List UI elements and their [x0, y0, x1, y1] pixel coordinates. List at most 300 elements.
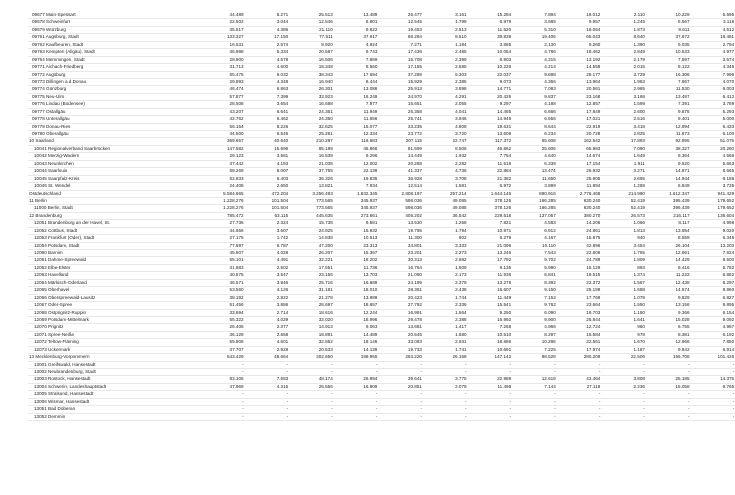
value-cell: 369.657	[200, 138, 245, 145]
value-cell: 7.583	[245, 376, 290, 383]
value-cell: 11.449	[468, 294, 513, 301]
value-cell: -	[557, 391, 602, 398]
table-row	[28, 64, 735, 71]
value-cell: 3.808	[601, 376, 646, 383]
value-cell: 34.970	[378, 93, 423, 100]
value-cell: -	[468, 391, 513, 398]
value-cell: 133.327	[200, 34, 245, 41]
value-cell: 18.146	[334, 339, 379, 346]
region-name-cell: 10042 Merzig-Wadern	[28, 153, 200, 160]
value-cell: 15.738	[289, 220, 334, 227]
value-cell: 13.246	[468, 250, 513, 257]
value-cell: -	[334, 413, 379, 420]
value-cell: 22.372	[557, 279, 602, 286]
value-cell: -	[200, 398, 245, 405]
value-cell: 26.573	[601, 212, 646, 219]
value-cell: 1.609	[423, 264, 468, 271]
value-cell: 4.736	[423, 168, 468, 175]
value-cell: 4.977	[691, 49, 735, 56]
value-cell: 598.036	[378, 205, 423, 212]
value-cell: 10.229	[646, 12, 691, 19]
value-cell: 20.851	[378, 383, 423, 390]
region-name-cell: 09776 Lindau (Bodensee)	[28, 101, 200, 108]
value-cell: 9.822	[334, 26, 379, 33]
value-cell: -	[200, 406, 245, 413]
value-cell: 10.513	[334, 235, 379, 242]
value-cell: 3.654	[245, 101, 290, 108]
region-name-cell: 09764 Memmingen, Stadt	[28, 56, 200, 63]
value-cell: 17.150	[245, 34, 290, 41]
value-cell: 53.560	[200, 287, 245, 294]
value-cell: 3.729	[601, 71, 646, 78]
value-cell: 7.399	[245, 93, 290, 100]
value-cell: 6.972	[468, 183, 513, 190]
value-cell: 35.898	[200, 49, 245, 56]
value-cell: 7.889	[334, 56, 379, 63]
value-cell: 21.110	[289, 26, 334, 33]
value-cell: 20.423	[378, 294, 423, 301]
region-name-cell: 11000 Berlin, Stadt	[28, 205, 200, 212]
value-cell: 26.301	[289, 86, 334, 93]
value-cell: 38.327	[646, 145, 691, 152]
value-cell: 31.713	[200, 64, 245, 71]
value-cell: 19.795	[378, 227, 423, 234]
value-cell: 23.772	[378, 131, 423, 138]
value-cell: 13.474	[512, 168, 557, 175]
value-cell: 472.204	[245, 190, 290, 197]
value-cell: 4.640	[512, 153, 557, 160]
table-row	[28, 116, 735, 123]
value-cell: 16.531	[200, 41, 245, 48]
value-cell: 27.736	[200, 220, 245, 227]
value-cell: -	[423, 413, 468, 420]
value-cell: 802	[423, 235, 468, 242]
table-row	[28, 190, 735, 197]
value-cell: 8.665	[691, 168, 735, 175]
value-cell: 8.640	[601, 34, 646, 41]
value-cell: 13.530	[378, 220, 423, 227]
value-cell: 1.258	[423, 220, 468, 227]
value-cell: 26.207	[289, 250, 334, 257]
value-cell: -	[512, 369, 557, 376]
value-cell: 14.574	[646, 287, 691, 294]
value-cell: 1.245	[601, 19, 646, 26]
value-cell: 3.168	[601, 93, 646, 100]
value-cell: 28.177	[557, 71, 602, 78]
value-cell: 25.358	[378, 108, 423, 115]
value-cell: 20.561	[557, 86, 602, 93]
value-cell: 63.115	[245, 212, 290, 219]
value-cell: 8.117	[646, 220, 691, 227]
value-cell: 2.385	[423, 78, 468, 85]
value-cell: 7.934	[334, 183, 379, 190]
value-cell: 7.258	[468, 324, 513, 331]
value-cell: -	[378, 391, 423, 398]
value-cell: 1.963	[601, 78, 646, 85]
value-cell: 6.403	[245, 175, 290, 182]
value-cell: 2.965	[601, 86, 646, 93]
table-row	[28, 220, 735, 227]
value-cell: 7.144	[512, 383, 557, 390]
value-cell: 280.209	[557, 354, 602, 361]
value-cell: 5.595	[691, 12, 735, 19]
value-cell: 20.545	[378, 331, 423, 338]
value-cell: 38.192	[200, 294, 245, 301]
value-cell: 3.418	[601, 123, 646, 130]
value-cell: 1.744	[423, 294, 468, 301]
value-cell: 9.073	[468, 78, 513, 85]
table-body	[28, 12, 735, 421]
value-cell: 44.656	[200, 227, 245, 234]
table-row	[28, 78, 735, 85]
value-cell: 77.697	[200, 242, 245, 249]
value-cell: 55.806	[200, 339, 245, 346]
table-row	[28, 71, 735, 78]
value-cell: 263.220	[378, 354, 423, 361]
value-cell: 179.652	[691, 197, 735, 204]
value-cell: 7.996	[691, 71, 735, 78]
value-cell: 5.663	[691, 160, 735, 167]
region-name-cell: 09763 Kempten (Allgäu), Stadt	[28, 49, 200, 56]
value-cell: 21.278	[289, 294, 334, 301]
value-cell: 10.510	[468, 331, 513, 338]
value-cell: -	[334, 398, 379, 405]
value-cell: 12.514	[378, 183, 423, 190]
value-cell: 1.184	[423, 41, 468, 48]
value-cell: 20.533	[289, 346, 334, 353]
value-cell: 20.426	[468, 93, 513, 100]
value-cell: 3.044	[245, 19, 290, 26]
value-cell: 13.821	[289, 183, 334, 190]
value-cell: 9.957	[557, 19, 602, 26]
value-cell: 22.606	[557, 250, 602, 257]
value-cell: 16.688	[289, 101, 334, 108]
value-cell: 36.542	[423, 212, 468, 219]
value-cell: 92.895	[646, 138, 691, 145]
value-cell: -	[468, 398, 513, 405]
region-name-cell: 12064 Märkisch-Oderland	[28, 279, 200, 286]
value-cell: -	[601, 391, 646, 398]
value-cell: 2.110	[601, 12, 646, 19]
value-cell: 395.439	[646, 197, 691, 204]
value-cell: 13.156	[646, 302, 691, 309]
value-cell: 378.126	[468, 205, 513, 212]
value-cell: 29.893	[200, 78, 245, 85]
value-cell: 9.702	[512, 257, 557, 264]
value-cell: 6.339	[512, 160, 557, 167]
value-cell: 14.674	[557, 153, 602, 160]
value-cell: -	[378, 398, 423, 405]
value-cell: 2.173	[423, 272, 468, 279]
table-row	[28, 250, 735, 257]
value-cell: 16.249	[334, 93, 379, 100]
value-cell: 3.735	[691, 183, 735, 190]
value-cell: 9.297	[468, 101, 513, 108]
value-cell: 890.916	[512, 190, 557, 197]
value-cell: 1.799	[423, 19, 468, 26]
value-cell: 5.782	[691, 264, 735, 271]
region-name-cell: 10043 Neunkirchen	[28, 160, 200, 167]
value-cell: 6.914	[691, 346, 735, 353]
value-cell: 9.581	[334, 220, 379, 227]
value-cell: 2.794	[691, 41, 735, 48]
region-name-cell: 09780 Oberallgäu	[28, 131, 200, 138]
value-cell: 3.946	[245, 279, 290, 286]
table-row	[28, 49, 735, 56]
value-cell: 24.361	[289, 108, 334, 115]
value-cell: 785.472	[200, 212, 245, 219]
value-cell: 9.762	[512, 302, 557, 309]
value-cell: 4.600	[245, 64, 290, 71]
value-cell: -	[646, 406, 691, 413]
value-cell: 19.515	[557, 272, 602, 279]
table-row	[28, 175, 735, 182]
value-cell: 27.175	[200, 235, 245, 242]
value-cell: 19.406	[512, 34, 557, 41]
value-cell: 2.574	[245, 41, 290, 48]
table-row	[28, 123, 735, 130]
value-cell: 12.857	[557, 101, 602, 108]
value-cell: 101.426	[691, 354, 735, 361]
region-name-cell: 12051 Brandenburg an der Havel, St.	[28, 220, 200, 227]
value-cell: 33.694	[200, 309, 245, 316]
value-cell: -	[512, 413, 557, 420]
value-cell: 12.545	[378, 19, 423, 26]
value-cell: 57.877	[200, 93, 245, 100]
value-cell: 22.139	[334, 168, 379, 175]
value-cell: 229.518	[468, 212, 513, 219]
value-cell: 13.489	[334, 12, 379, 19]
value-cell: 4.126	[245, 287, 290, 294]
value-cell: 16.764	[378, 264, 423, 271]
region-name-cell: 09772 Augsburg	[28, 71, 200, 78]
value-cell: 65.475	[200, 71, 245, 78]
value-cell: 8.226	[245, 123, 290, 130]
table-row	[28, 56, 735, 63]
value-cell: 7.867	[646, 78, 691, 85]
value-cell: 17.974	[557, 346, 602, 353]
value-cell: -	[378, 361, 423, 368]
table-row	[28, 168, 735, 175]
value-cell: 33.235	[378, 123, 423, 130]
value-cell: -	[646, 391, 691, 398]
region-name-cell: 09771 Aichach-Friedberg	[28, 64, 200, 71]
region-name-cell: 09678 Schweinfurt	[28, 19, 200, 26]
value-cell: 11.650	[512, 175, 557, 182]
value-cell: 6.666	[512, 108, 557, 115]
value-cell: -	[691, 413, 735, 420]
value-cell: 378.126	[468, 197, 513, 204]
value-cell: 14.949	[468, 116, 513, 123]
value-cell: 630.240	[557, 205, 602, 212]
value-cell: 6.433	[691, 123, 735, 130]
value-cell: 11.894	[557, 183, 602, 190]
value-cell: 3.607	[245, 227, 290, 234]
value-cell: 15.077	[334, 123, 379, 130]
value-cell: 137.057	[512, 212, 557, 219]
value-cell: 6.003	[691, 86, 735, 93]
value-cell: 24.408	[200, 183, 245, 190]
value-cell: 21.096	[468, 242, 513, 249]
region-name-cell: 12065 Oberhavel	[28, 287, 200, 294]
value-cell: 116.683	[334, 138, 379, 145]
value-cell: -	[557, 398, 602, 405]
value-cell: 9.260	[557, 41, 602, 48]
value-cell: 37.707	[200, 346, 245, 353]
value-cell: 15.541	[468, 302, 513, 309]
table-row	[28, 101, 735, 108]
value-cell: 44.500	[200, 131, 245, 138]
value-cell: 6.849	[646, 183, 691, 190]
value-cell: 1.742	[245, 235, 290, 242]
value-cell: 25.844	[557, 316, 602, 323]
value-cell: 147.582	[200, 145, 245, 152]
value-cell: 6.154	[691, 309, 735, 316]
table-row	[28, 383, 735, 390]
value-cell: 55.101	[200, 257, 245, 264]
value-cell: 36.326	[289, 175, 334, 182]
value-cell: 1.649	[601, 153, 646, 160]
value-cell: 9.296	[334, 153, 379, 160]
value-cell: 15.708	[378, 56, 423, 63]
value-cell: 1.150	[601, 309, 646, 316]
value-cell: 14.944	[646, 175, 691, 182]
value-cell: 13.703	[334, 272, 379, 279]
value-cell: 2.388	[423, 316, 468, 323]
value-cell: 33.083	[378, 339, 423, 346]
table-row	[28, 138, 735, 145]
value-cell: -	[601, 361, 646, 368]
value-cell: 6.787	[245, 242, 290, 249]
value-cell: 9.092	[691, 316, 735, 323]
value-cell: -	[289, 413, 334, 420]
value-cell: 4.924	[334, 41, 379, 48]
value-cell: 2.776.468	[557, 190, 602, 197]
value-cell: 5.303	[423, 71, 468, 78]
value-cell: 7.597	[646, 56, 691, 63]
value-cell: -	[557, 406, 602, 413]
table-row	[28, 398, 735, 405]
value-cell: 26.158	[423, 354, 468, 361]
region-name-cell: 13004 Schwerin, Landeshauptstadt	[28, 383, 200, 390]
data-table	[28, 12, 735, 421]
value-cell: -	[601, 406, 646, 413]
region-name-cell: 09677 Main-Spessart	[28, 12, 200, 19]
table-row	[28, 19, 735, 26]
value-cell: 11.222	[646, 272, 691, 279]
value-cell: 17.551	[289, 264, 334, 271]
value-cell: 28.361	[378, 287, 423, 294]
table-row	[28, 346, 735, 353]
value-cell: 6.801	[334, 19, 379, 26]
value-cell: 5.334	[245, 49, 290, 56]
region-name-cell: 13005 Stralsund, Hansestadt	[28, 391, 200, 398]
value-cell: -	[468, 369, 513, 376]
region-name-cell: 09774 Günzburg	[28, 86, 200, 93]
value-cell: 8.895	[691, 302, 735, 309]
region-name-cell: 09773 Dillingen a.d.Donau	[28, 78, 200, 85]
value-cell: 17.792	[468, 257, 513, 264]
value-cell: 41.337	[378, 168, 423, 175]
value-cell: 8.444	[334, 78, 379, 85]
value-cell: -	[289, 369, 334, 376]
region-name-cell: 12070 Prignitz	[28, 324, 200, 331]
table-row	[28, 406, 735, 413]
value-cell: 6.979	[468, 19, 513, 26]
value-cell: 16.940	[289, 78, 334, 85]
value-cell: 1.755	[601, 250, 646, 257]
value-cell: 13.278	[468, 279, 513, 286]
value-cell: 10.533	[646, 49, 691, 56]
value-cell: 26.556	[289, 383, 334, 390]
region-name-cell: 13002 Neubrandenburg, Stadt	[28, 369, 200, 376]
value-cell: 136.604	[691, 212, 735, 219]
value-cell: 13.497	[646, 93, 691, 100]
value-cell: -	[245, 406, 290, 413]
value-cell: 3.574	[691, 56, 735, 63]
value-cell: 9.698	[512, 71, 557, 78]
value-cell: 10.226	[468, 64, 513, 71]
value-cell: 22.919	[557, 123, 602, 130]
value-cell: 4.029	[245, 316, 290, 323]
value-cell: 81.599	[378, 145, 423, 152]
value-cell: 68.284	[378, 34, 423, 41]
value-cell: 10.054	[468, 49, 513, 56]
value-cell: -	[245, 361, 290, 368]
value-cell: 2.849	[601, 49, 646, 56]
region-name-cell: 13003 Rostock, Hansestadt	[28, 376, 200, 383]
region-name-cell: 13051 Bad Doberan	[28, 406, 200, 413]
value-cell: 16.909	[334, 383, 379, 390]
value-cell: 210.287	[289, 138, 334, 145]
value-cell: 6.100	[691, 131, 735, 138]
value-cell: -	[245, 413, 290, 420]
value-cell: 3.333	[423, 242, 468, 249]
value-cell: 22.884	[468, 168, 513, 175]
value-cell: 3.789	[691, 101, 735, 108]
value-cell: 2.825	[601, 131, 646, 138]
value-cell: 13.192	[557, 56, 602, 63]
value-cell: 11.949	[334, 108, 379, 115]
value-cell: 18.010	[334, 287, 379, 294]
value-cell: 2.600	[601, 108, 646, 115]
value-cell: 32.625	[289, 123, 334, 130]
value-cell: 7.977	[334, 101, 379, 108]
value-cell: 4.070	[691, 78, 735, 85]
value-cell: 22.747	[423, 138, 468, 145]
value-cell: 48.664	[245, 354, 290, 361]
value-cell: 4.786	[512, 49, 557, 56]
value-cell: 9.401	[646, 116, 691, 123]
value-cell: 17.849	[557, 108, 602, 115]
value-cell: 147.142	[468, 354, 513, 361]
value-cell: 3.775	[423, 376, 468, 383]
region-name-cell: 12062 Elbe-Elster	[28, 264, 200, 271]
value-cell: -	[512, 406, 557, 413]
value-cell: 17.021	[557, 116, 602, 123]
region-name-cell: 10 Saarland	[28, 138, 200, 145]
value-cell: 3.581	[245, 153, 290, 160]
value-cell: -	[423, 361, 468, 368]
value-cell: 3.899	[512, 183, 557, 190]
value-cell: 34.801	[378, 242, 423, 249]
region-name-cell: 09778 Unterallgäu	[28, 116, 200, 123]
value-cell: 85.189	[289, 145, 334, 152]
value-cell: 17.154	[557, 160, 602, 167]
value-cell: -	[646, 361, 691, 368]
value-cell: 1.741	[423, 346, 468, 353]
value-cell: 3.118	[691, 19, 735, 26]
